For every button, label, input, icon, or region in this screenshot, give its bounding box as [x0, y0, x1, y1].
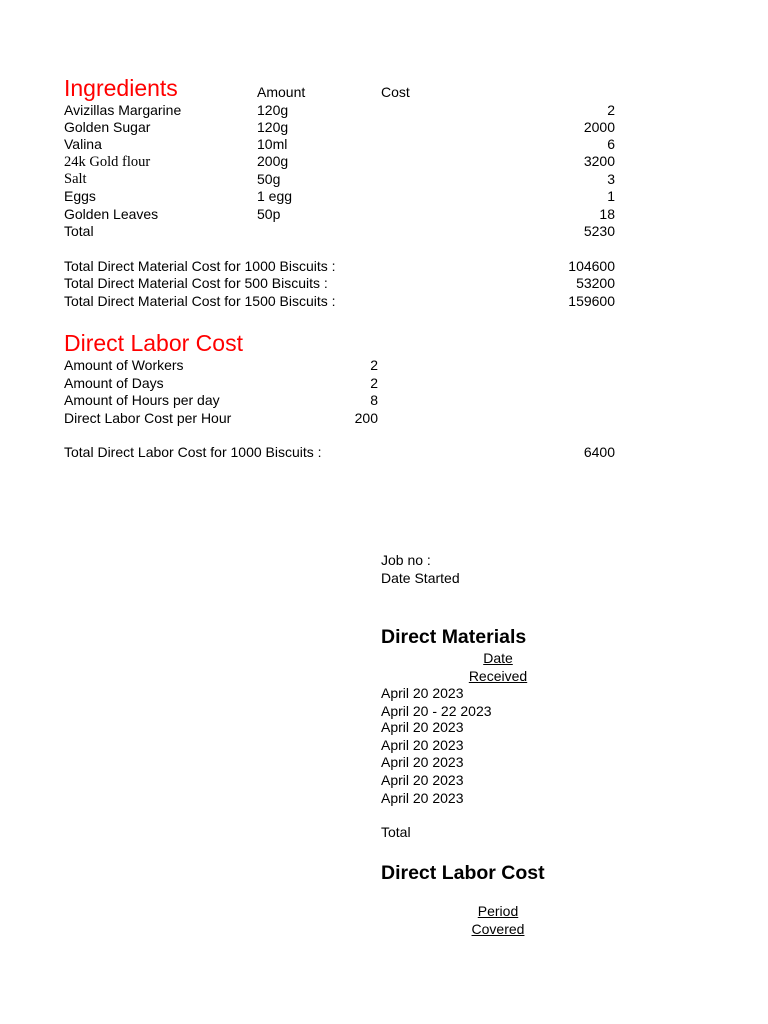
date-received-item: April 20 - 22 2023 — [381, 703, 492, 719]
ingredient-amount: 1 egg — [257, 188, 293, 204]
labor-value: 8 — [370, 392, 378, 408]
date-received-item: April 20 2023 — [381, 737, 464, 753]
date-header-line2: Received — [468, 668, 528, 684]
labor-label: Amount of Workers — [64, 357, 184, 373]
labor-total-label: Total Direct Labor Cost for 1000 Biscuits : — [64, 444, 322, 460]
ingredient-name: Avizillas Margarine — [64, 102, 182, 118]
direct-materials-title: Direct Materials — [381, 626, 527, 648]
ingredient-amount: 120g — [257, 119, 289, 135]
ingredient-amount: 50g — [257, 171, 281, 187]
labor-value: 200 — [354, 410, 378, 426]
date-received-item: April 20 2023 — [381, 719, 464, 735]
direct-materials-total-label: Total — [381, 824, 411, 840]
direct-labor-section-title: Direct Labor Cost — [381, 862, 545, 884]
ingredient-amount: 50p — [257, 206, 281, 222]
material-total-label: Total Direct Material Cost for 500 Biscuits : — [64, 275, 328, 291]
ingredient-total-label: Total — [64, 223, 94, 239]
material-total-label: Total Direct Material Cost for 1000 Biscuits : — [64, 258, 336, 274]
ingredient-total-value: 5230 — [583, 223, 615, 239]
ingredient-amount: 120g — [257, 102, 289, 118]
ingredient-name: Valina — [64, 136, 102, 152]
period-header-line2: Covered — [471, 921, 525, 937]
job-no-label: Job no : — [381, 552, 431, 568]
material-total-label: Total Direct Material Cost for 1500 Biscuits : — [64, 293, 336, 309]
amount-header: Amount — [257, 84, 306, 100]
material-total-value: 104600 — [568, 258, 615, 274]
ingredient-cost: 3200 — [583, 153, 615, 169]
labor-title: Direct Labor Cost — [64, 330, 243, 356]
labor-total-value: 6400 — [583, 444, 615, 460]
date-received-item: April 20 2023 — [381, 790, 464, 806]
labor-value: 2 — [370, 357, 378, 373]
cost-header: Cost — [381, 84, 410, 100]
labor-label: Amount of Days — [64, 375, 164, 391]
ingredient-name: Eggs — [64, 188, 96, 204]
date-started-label: Date Started — [381, 570, 460, 586]
ingredient-cost: 1 — [607, 188, 615, 204]
ingredient-name: Salt — [64, 171, 87, 187]
labor-value: 2 — [370, 375, 378, 391]
ingredient-cost: 3 — [607, 171, 615, 187]
labor-label: Amount of Hours per day — [64, 392, 220, 408]
period-header-line1: Period — [477, 903, 519, 919]
date-received-item: April 20 2023 — [381, 772, 464, 788]
date-header-line1: Date — [483, 650, 513, 666]
ingredient-cost: 6 — [607, 136, 615, 152]
material-total-value: 53200 — [576, 275, 615, 291]
ingredient-name: Golden Leaves — [64, 206, 159, 222]
ingredient-name: 24k Gold flour — [64, 154, 151, 170]
date-received-item: April 20 2023 — [381, 685, 464, 701]
ingredient-amount: 200g — [257, 153, 289, 169]
labor-label: Direct Labor Cost per Hour — [64, 410, 232, 426]
ingredients-title: Ingredients — [64, 75, 178, 101]
material-total-value: 159600 — [568, 293, 615, 309]
date-received-item: April 20 2023 — [381, 754, 464, 770]
ingredient-cost: 2000 — [583, 119, 615, 135]
ingredient-amount: 10ml — [257, 136, 288, 152]
ingredient-name: Golden Sugar — [64, 119, 151, 135]
ingredient-cost: 18 — [599, 206, 615, 222]
ingredient-cost: 2 — [607, 102, 615, 118]
